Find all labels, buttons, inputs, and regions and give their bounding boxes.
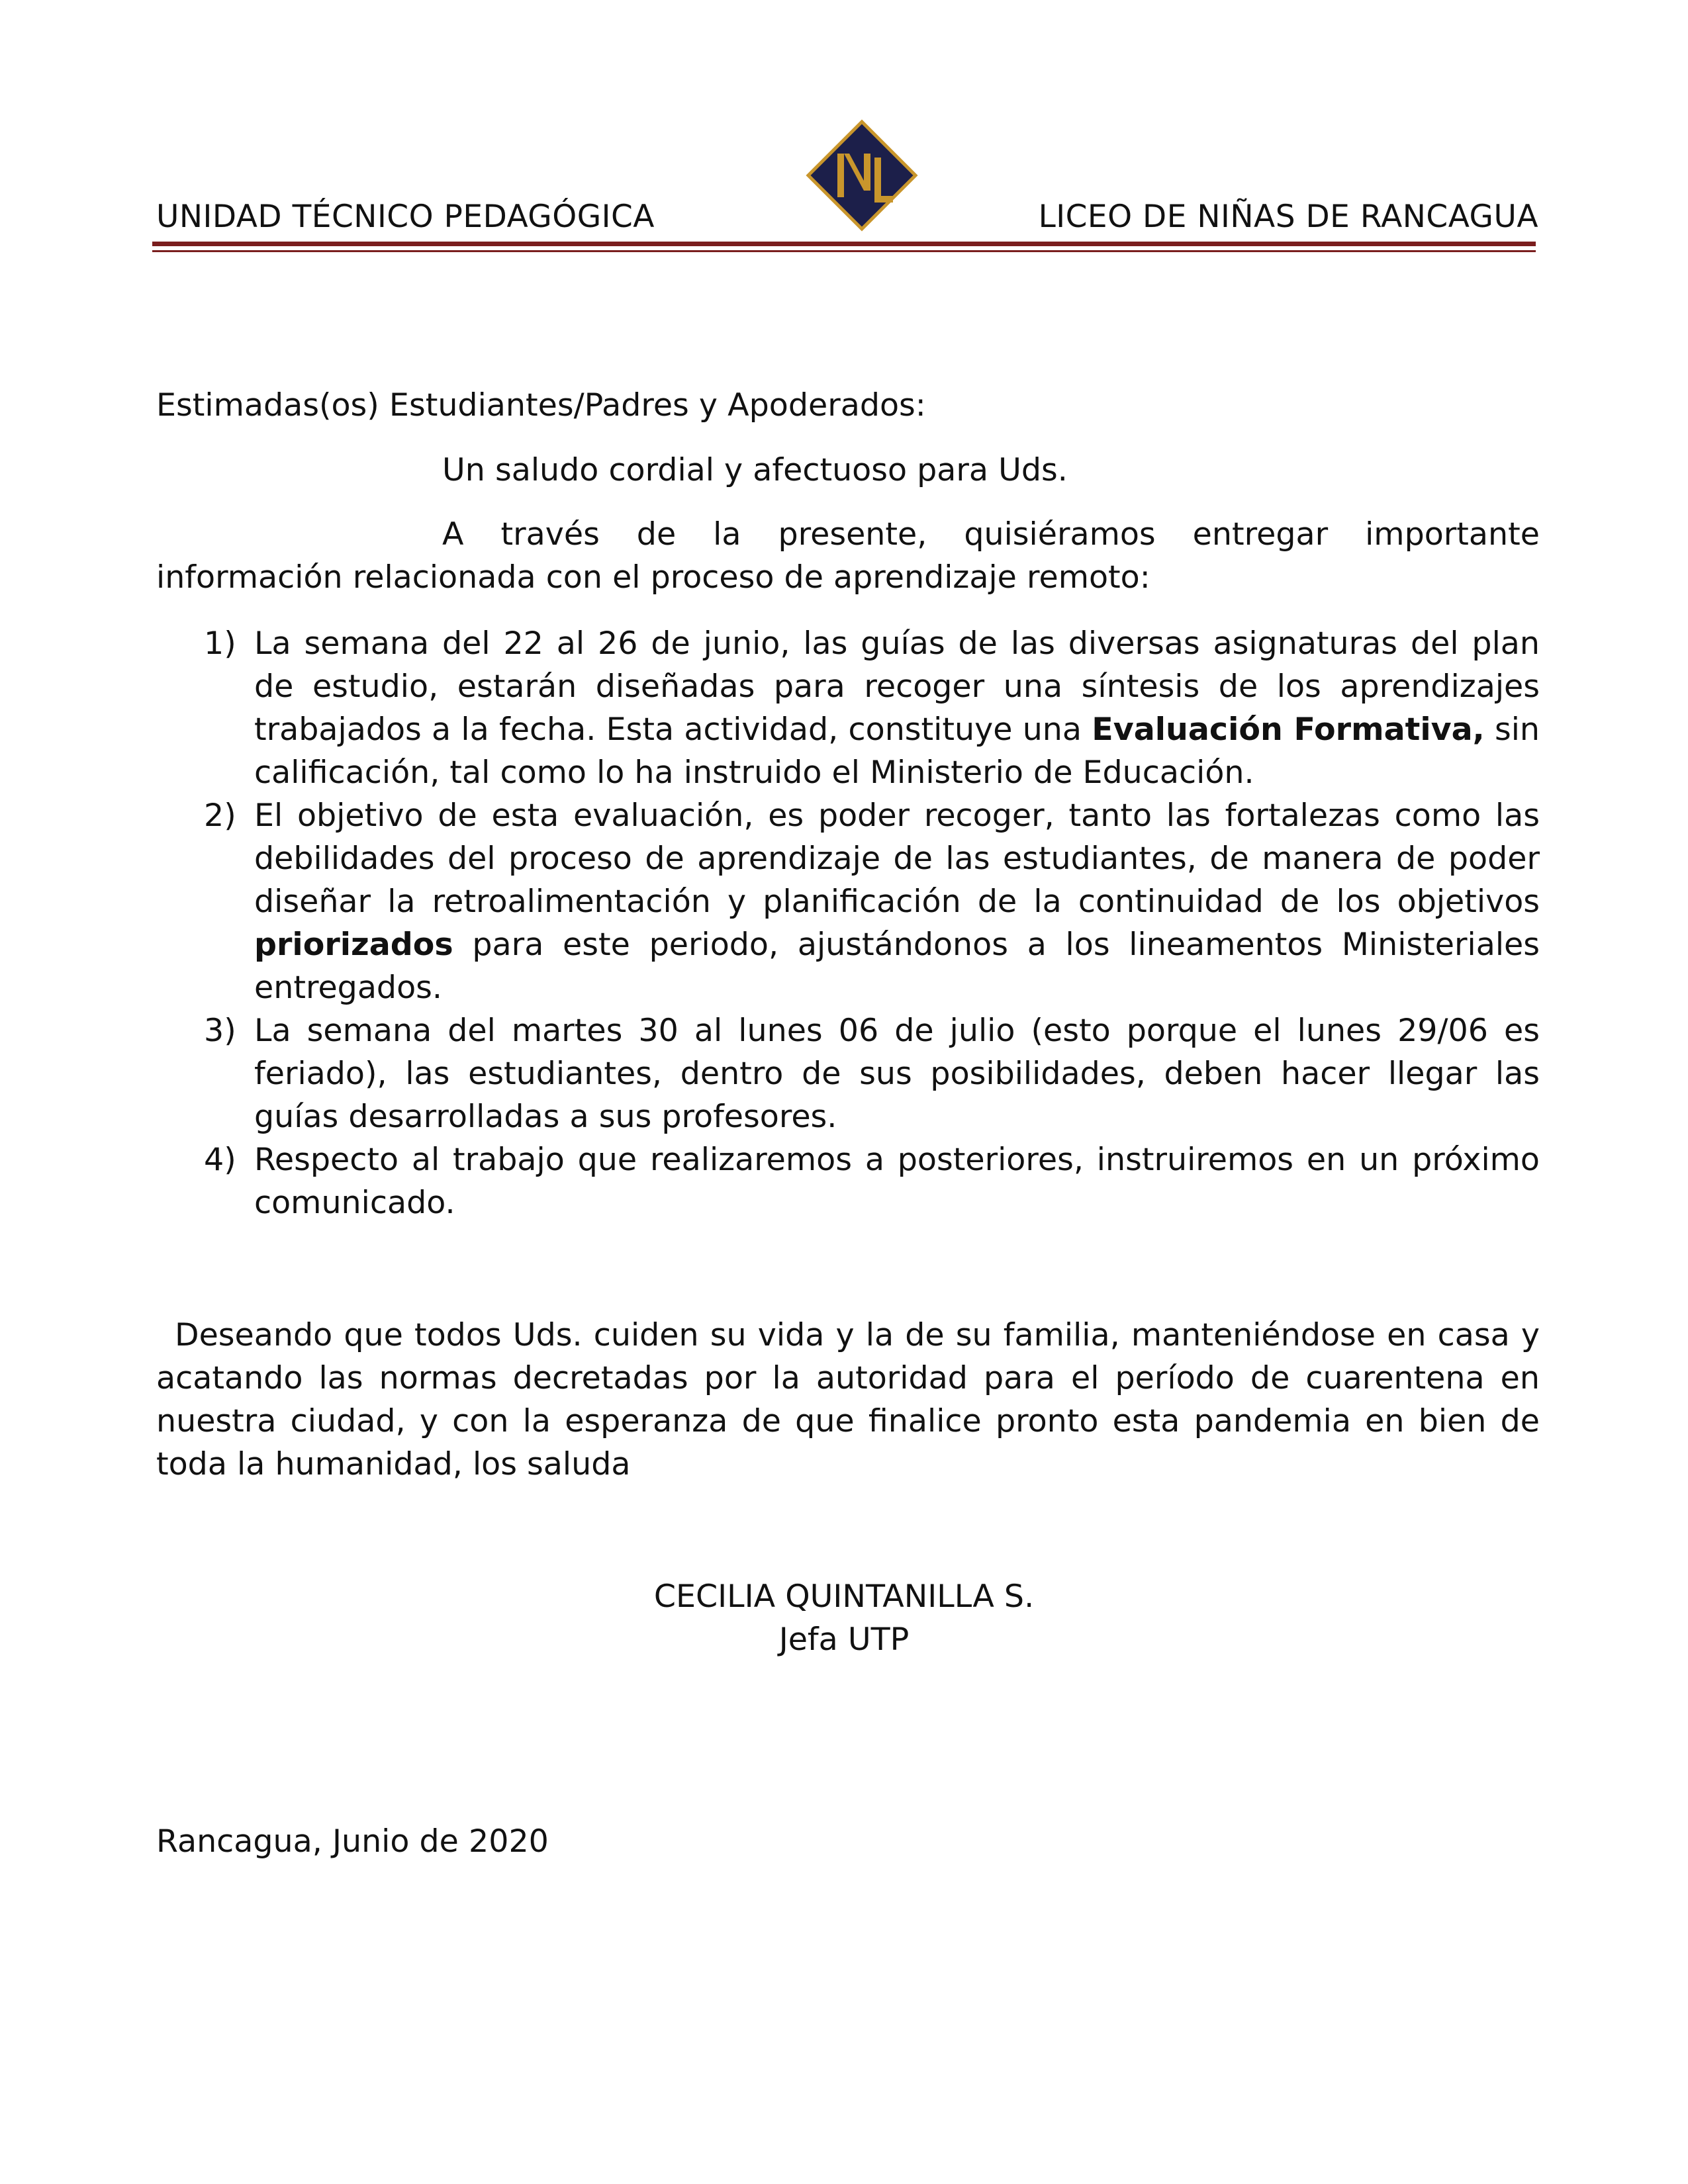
header-department: UNIDAD TÉCNICO PEDAGÓGICA	[156, 199, 655, 235]
list-item-text: para este periodo, ajustándonos a los lineamentos Ministeriales entregados.	[254, 927, 1540, 1006]
list-item-text: El objetivo de esta evaluación, es poder recoger, tanto las fortalezas como las debilidades del proceso de aprendizaje de las estudiantes, de manera de poder diseñar la retroalimentación y planificación de la continuidad de los objetivos	[254, 797, 1540, 920]
place-date: Rancagua, Junio de 2020	[156, 1823, 549, 1860]
list-item-number: 3)	[204, 1013, 236, 1049]
closing-paragraph: Deseando que todos Uds. cuiden su vida y la de su familia, manteniéndose en casa y acatando las normas decretadas por la autoridad para el período de cuarentena en nuestra ciudad, y con la esperanza de que finalice pronto esta pandemia en bien de toda la humanidad, los saluda	[156, 1317, 1540, 1482]
school-logo-icon	[806, 119, 918, 232]
list-item	[156, 1138, 1540, 1224]
info-list	[156, 622, 1540, 1224]
list-item	[156, 1009, 1540, 1138]
greeting: Estimadas(os) Estudiantes/Padres y Apoderados:	[156, 387, 926, 424]
list-item	[156, 622, 1540, 794]
list-item-bold-text: priorizados	[254, 927, 453, 963]
list-item-text: sin calificación, tal como lo ha instruido el Ministerio de Educación.	[254, 711, 1540, 791]
salutation: Un saludo cordial y afectuoso para Uds.	[442, 452, 1068, 488]
list-item-number: 4)	[204, 1142, 236, 1178]
list-item-text: La semana del 22 al 26 de junio, las guías de las diversas asignaturas del plan de estudio, estarán diseñadas para recoger una síntesis de los aprendizajes trabajados a la fecha. Esta actividad, constituye una	[254, 625, 1540, 748]
list-item-number: 2)	[204, 797, 236, 834]
header-rule-thin	[152, 250, 1536, 252]
list-item-number: 1)	[204, 625, 236, 662]
header-school-name: LICEO DE NIÑAS DE RANCAGUA	[1038, 199, 1538, 235]
list-item-bold-text: Evaluación Formativa,	[1092, 711, 1485, 748]
list-item	[156, 794, 1540, 1009]
header-rule	[152, 242, 1536, 246]
list-item-text: La semana del martes 30 al lunes 06 de julio (esto porque el lunes 29/06 es feriado), las estudiantes, dentro de sus posibilidades, deben hacer llegar las guías desarrolladas a sus profesores.	[254, 1013, 1540, 1135]
signature-name: CECILIA QUINTANILLA S.	[653, 1578, 1035, 1615]
list-item-text: Respecto al trabajo que realizaremos a posteriores, instruiremos en un próximo comunicado.	[254, 1142, 1540, 1221]
signature-role: Jefa UTP	[778, 1621, 910, 1658]
intro-paragraph: A través de la presente, quisiéramos entregar importante información relacionada con el proceso de aprendizaje remoto:	[156, 516, 1540, 596]
